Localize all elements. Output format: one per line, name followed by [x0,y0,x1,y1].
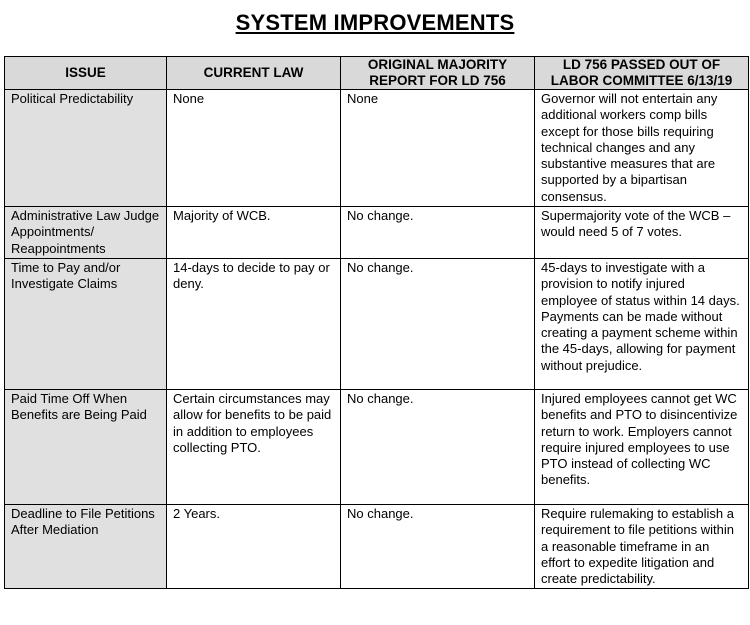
current-law-cell: Certain circumstances may allow for benefits to be paid in addition to employees collecting PTO. [167,389,341,504]
ld756-passed-cell: Injured employees cannot get WC benefits and PTO to disincentivize return to work. Employers cannot require injured employees to use PTO instead of collecting WC benefits. [535,389,749,504]
issue-cell: Time to Pay and/or Investigate Claims [5,258,167,389]
issue-cell: Administrative Law Judge Appointments/ Reappointments [5,207,167,259]
improvements-table [4,56,749,589]
table-row [5,258,749,389]
table-row [5,207,749,259]
header-issue: ISSUE [5,57,167,90]
ld756-passed-cell: Supermajority vote of the WCB – would need 5 of 7 votes. [535,207,749,259]
document-title: SYSTEM IMPROVEMENTS [235,10,515,35]
current-law-cell: 2 Years. [167,504,341,588]
table-row [5,90,749,207]
ld756-passed-cell: Governor will not entertain any additional workers comp bills except for those bills requiring technical changes and any substantive measures that are supported by a bipartisan consensus. [535,90,749,207]
current-law-cell: Majority of WCB. [167,207,341,259]
original-report-cell: No change. [341,389,535,504]
header-original-majority-report: ORIGINAL MAJORITY REPORT FOR LD 756 [341,57,535,90]
original-report-cell: No change. [341,207,535,259]
original-report-cell: None [341,90,535,207]
header-ld756-passed: LD 756 PASSED OUT OF LABOR COMMITTEE 6/13/19 [535,57,749,90]
issue-cell: Deadline to File Petitions After Mediation [5,504,167,588]
ld756-passed-cell: Require rulemaking to establish a requirement to file petitions within a reasonable timeframe in an effort to expedite litigation and create predictability. [535,504,749,588]
table-row [5,504,749,588]
original-report-cell: No change. [341,258,535,389]
issue-cell: Paid Time Off When Benefits are Being Paid [5,389,167,504]
table-header-row [5,57,749,90]
current-law-cell: 14-days to decide to pay or deny. [167,258,341,389]
issue-cell: Political Predictability [5,90,167,207]
header-current-law: CURRENT LAW [167,57,341,90]
ld756-passed-cell: 45-days to investigate with a provision to notify injured employee of status within 14 days. Payments can be made without creating a payment scheme within the 45-days, allowing for payment without prejudice. [535,258,749,389]
original-report-cell: No change. [341,504,535,588]
current-law-cell: None [167,90,341,207]
table-row [5,389,749,504]
